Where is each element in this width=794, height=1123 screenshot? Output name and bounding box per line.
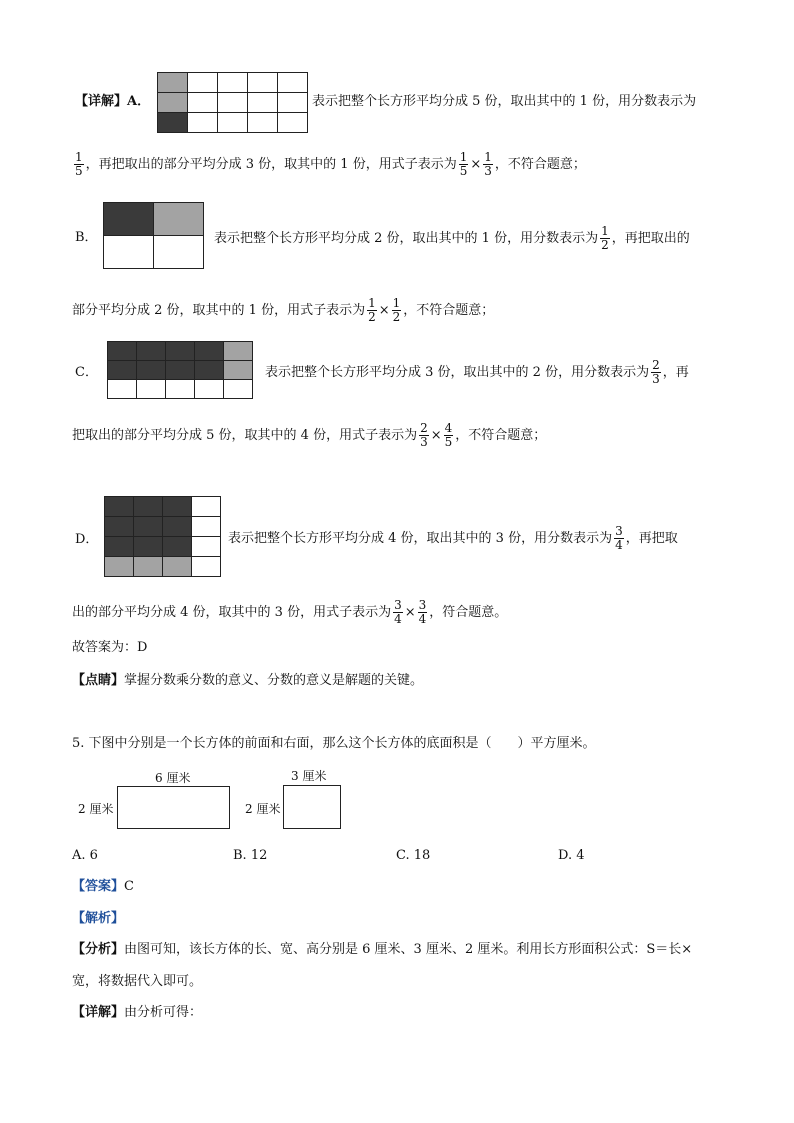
option-c-choice: C. 18 <box>396 848 431 863</box>
fenxi-tag: 【分析】 <box>72 942 125 957</box>
fig1-top-label: 6 厘米 <box>155 771 191 785</box>
fraction: $\frac{1}{5}$ <box>459 150 468 178</box>
fraction: $\frac{4}{5}$ <box>444 421 453 449</box>
times-sign: × <box>404 605 416 620</box>
answer-tag: 【答案】 <box>72 879 125 894</box>
option-c-line-1 <box>265 356 689 390</box>
xiangjie-line <box>72 1003 202 1023</box>
dianjing-text: 掌握分数乘分数的意义、分数的意义是解题的关键。 <box>124 673 424 688</box>
option-d-grid <box>104 496 221 577</box>
option-d-line-2 <box>72 596 507 630</box>
option-d-text-3: 出的部分平均分成 4 份，取其中的 3 份，用式子表示为 <box>72 605 392 620</box>
fig2-left-label: 2 厘米 <box>245 802 281 816</box>
option-c-line-2 <box>72 419 546 453</box>
option-b-line-1 <box>214 222 690 256</box>
fraction: $\frac{1}{2}$ <box>392 296 401 324</box>
option-b-text-3: 部分平均分成 2 份，取其中的 1 份，用式子表示为 <box>72 303 366 318</box>
fraction: $\frac{1}{3}$ <box>484 150 492 178</box>
option-c-tag: C． <box>75 365 98 380</box>
option-d-text-1: 表示把整个长方形平均分成 4 份，取出其中的 3 份，用分数表示为 <box>228 531 613 546</box>
option-d-text-4: ，符合题意。 <box>429 605 508 620</box>
times-sign: × <box>378 303 390 318</box>
option-b-choice: B. 12 <box>233 848 268 863</box>
front-face-rectangle <box>117 786 230 829</box>
fraction: $\frac{3}{4}$ <box>418 598 427 626</box>
option-c-grid <box>107 341 253 399</box>
fraction: $\frac{3}{4}$ <box>615 524 623 552</box>
option-c-text-3: 把取出的部分平均分成 5 份，取其中的 4 份，用式子表示为 <box>72 428 418 443</box>
times-sign: × <box>430 428 442 443</box>
fraction: $\frac{3}{4}$ <box>394 598 402 626</box>
option-a-text-2: ，再把取出的部分平均分成 3 份，取其中的 1 份，用式子表示为 <box>85 157 457 172</box>
option-b-text-1: 表示把整个长方形平均分成 2 份，取出其中的 1 份，用分数表示为 <box>214 231 599 246</box>
times-sign: × <box>470 157 482 172</box>
dianjing-tag: 【点睛】 <box>72 673 125 688</box>
fig1-left-label: 2 厘米 <box>78 802 114 816</box>
option-d-text-2: ，再把取 <box>625 531 678 546</box>
option-d-choice: D. 4 <box>558 848 585 863</box>
right-face-rectangle <box>283 785 341 829</box>
option-d-tag: D． <box>75 532 99 547</box>
fraction: $\frac{2}{3}$ <box>420 421 428 449</box>
fraction: $\frac{1}{2}$ <box>601 224 609 252</box>
option-a-grid <box>157 72 308 133</box>
option-b-tag: B． <box>75 230 98 245</box>
option-a-line-2 <box>72 148 586 182</box>
fenxi-line-1 <box>72 940 692 960</box>
option-a-tag: 【详解】A． <box>75 94 151 109</box>
option-c-text-2: ，再 <box>662 365 689 380</box>
dianjing-line <box>72 671 423 691</box>
fraction: $\frac{1}{2}$ <box>368 296 376 324</box>
option-a-text-1: 表示把整个长方形平均分成 5 份，取出其中的 1 份，用分数表示为 <box>312 94 697 109</box>
answer-line: 故答案为：D <box>72 640 148 655</box>
xiangjie-text: 由分析可得： <box>124 1005 203 1020</box>
option-c-text-4: ，不符合题意； <box>455 428 547 443</box>
option-d-line-1 <box>228 522 678 556</box>
fraction: $\frac{1}{5}$ <box>75 150 83 178</box>
answer-block <box>72 877 134 897</box>
fraction: $\frac{2}{3}$ <box>652 358 660 386</box>
option-a-text-3: ，不符合题意； <box>494 157 586 172</box>
option-b-grid <box>103 202 204 269</box>
option-b-text-4: ，不符合题意； <box>403 303 495 318</box>
fig2-top-label: 3 厘米 <box>291 769 327 783</box>
question-5-stem: 5. 下图中分别是一个长方体的前面和右面，那么这个长方体的底面积是（ ）平方厘米。 <box>72 736 596 751</box>
option-b-text-2: ，再把取出的 <box>611 231 690 246</box>
fenxi-text-1: 由图可知，该长方体的长、宽、高分别是 6 厘米、3 厘米、2 厘米。利用长方形面积公式：S＝长× <box>124 942 693 957</box>
fenxi-line-2: 宽，将数据代入即可。 <box>72 974 203 989</box>
option-b-line-2 <box>72 294 494 328</box>
option-c-text-1: 表示把整个长方形平均分成 3 份，取出其中的 2 份，用分数表示为 <box>265 365 650 380</box>
option-a-choice: A. 6 <box>72 848 98 863</box>
jiexi-tag: 【解析】 <box>72 911 125 926</box>
xiangjie-tag: 【详解】 <box>72 1005 125 1020</box>
answer-value: C <box>124 879 134 894</box>
